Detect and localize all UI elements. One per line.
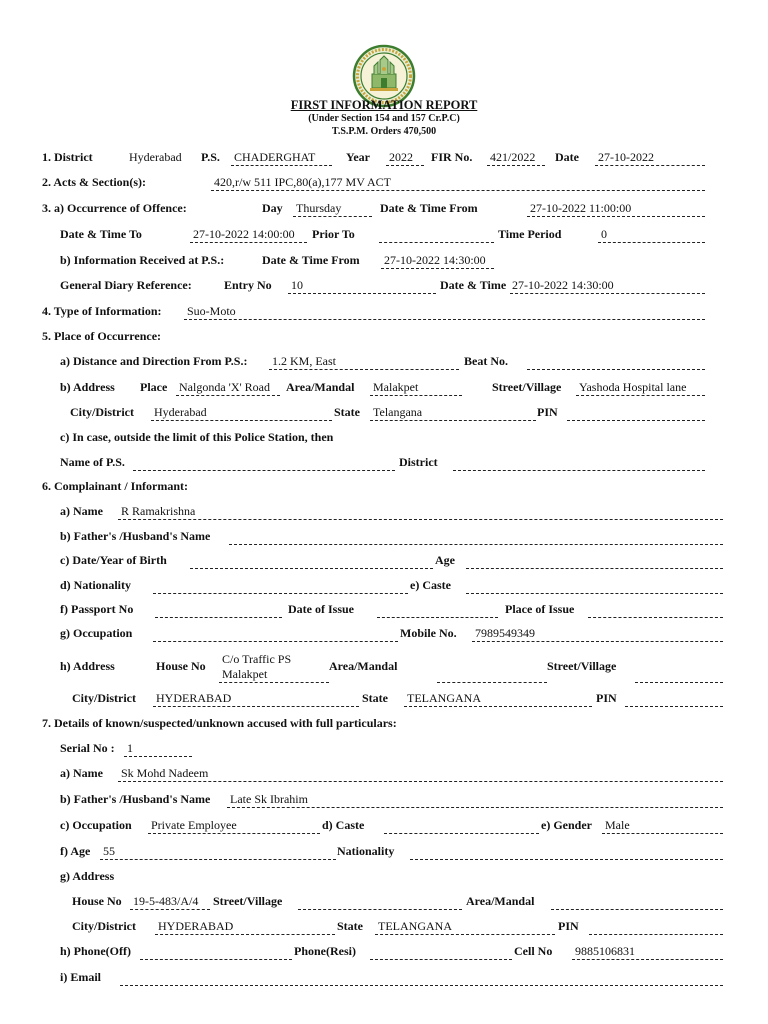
info-type-value: Suo-Moto	[187, 304, 236, 318]
report-subtitle-section: (Under Section 154 and 157 Cr.P.C)	[308, 113, 460, 124]
date-time-from-label: Date & Time From	[380, 201, 478, 215]
complainant-street-label: Street/Village	[547, 659, 617, 673]
complainant-city-label: City/District	[72, 691, 136, 705]
accused-street-label: Street/Village	[213, 894, 283, 908]
date-time-from-value: 27-10-2022 11:00:00	[530, 201, 632, 215]
gd-date-time-label: Date & Time	[440, 278, 507, 292]
age-label: Age	[435, 553, 455, 567]
accused-pin-label: PIN	[558, 919, 579, 933]
accused-occupation-label: c) Occupation	[60, 818, 132, 832]
entry-no-label: Entry No	[224, 278, 272, 292]
complainant-house-line1: C/o Traffic PS	[222, 652, 292, 666]
dob-label: c) Date/Year of Birth	[60, 553, 167, 567]
date-time-to-value: 27-10-2022 14:00:00	[193, 227, 295, 241]
district-label: 1. District	[42, 150, 93, 164]
name-ps-label: Name of P.S.	[60, 455, 125, 469]
outside-district-label: District	[399, 455, 438, 469]
complainant-name-value: R Ramakrishna	[121, 504, 196, 518]
date-of-issue-label: Date of Issue	[288, 602, 354, 616]
beat-no-label: Beat No.	[464, 354, 508, 368]
info-received-from-label: Date & Time From	[262, 253, 360, 267]
serial-no-label: Serial No :	[60, 741, 115, 755]
year-value: 2022	[389, 150, 413, 164]
place-of-occurrence-label: 5. Place of Occurrence:	[42, 329, 162, 343]
outside-limit-label: c) In case, outside the limit of this Police Station, then	[60, 430, 334, 444]
cell-no-label: Cell No	[514, 944, 553, 958]
complainant-father-label: b) Father's /Husband's Name	[60, 529, 211, 543]
accused-state-value: TELANGANA	[378, 919, 452, 933]
city-label: City/District	[70, 405, 134, 419]
accused-state-label: State	[337, 919, 363, 933]
ps-label: P.S.	[201, 150, 220, 164]
place-label: Place	[140, 380, 168, 394]
accused-nationality-label: Nationality	[337, 844, 395, 858]
gd-date-time-value: 27-10-2022 14:30:00	[512, 278, 614, 292]
email-label: i) Email	[60, 970, 101, 984]
complainant-area-label: Area/Mandal	[329, 659, 398, 673]
district-value: Hyderabad	[129, 150, 182, 164]
prior-to-label: Prior To	[312, 227, 355, 241]
info-received-label: b) Information Received at P.S.:	[60, 253, 225, 267]
acts-label: 2. Acts & Section(s):	[42, 175, 146, 189]
serial-no-value: 1	[127, 741, 133, 755]
accused-name-value: Sk Mohd Nadeem	[121, 766, 209, 780]
accused-age-label: f) Age	[60, 844, 91, 858]
accused-name-label: a) Name	[60, 766, 103, 780]
accused-house-value: 19-5-483/A/4	[133, 894, 199, 908]
distance-label: a) Distance and Direction From P.S.:	[60, 354, 248, 368]
accused-address-label: g) Address	[60, 869, 115, 883]
year-label: Year	[346, 150, 370, 164]
complainant-address-label: h) Address	[60, 659, 115, 673]
pin-label: PIN	[537, 405, 558, 419]
distance-value: 1.2 KM, East	[272, 354, 336, 368]
street-value: Yashoda Hospital lane	[579, 380, 687, 394]
info-received-from-value: 27-10-2022 14:30:00	[384, 253, 486, 267]
fir-label: FIR No.	[431, 150, 473, 164]
report-title: FIRST INFORMATION REPORT	[290, 98, 478, 112]
complainant-house-line2: Malakpet	[222, 667, 268, 681]
acts-value: 420,r/w 511 IPC,80(a),177 MV ACT	[214, 175, 391, 189]
fir-value: 421/2022	[490, 150, 536, 164]
time-period-value: 0	[601, 227, 607, 241]
area-value: Malakpet	[373, 380, 419, 394]
date-value: 27-10-2022	[598, 150, 654, 164]
area-label: Area/Mandal	[286, 380, 355, 394]
date-label: Date	[555, 150, 579, 164]
occurrence-label: 3. a) Occurrence of Offence:	[42, 201, 187, 215]
accused-gender-label: e) Gender	[541, 818, 592, 832]
info-type-label: 4. Type of Information:	[42, 304, 162, 318]
day-label: Day	[262, 201, 283, 215]
gd-reference-label: General Diary Reference:	[60, 278, 192, 292]
mobile-label: Mobile No.	[400, 626, 457, 640]
accused-gender-value: Male	[605, 818, 630, 832]
accused-occupation-value: Private Employee	[151, 818, 237, 832]
accused-city-value: HYDERABAD	[158, 919, 234, 933]
address-label: b) Address	[60, 380, 115, 394]
accused-father-label: b) Father's /Husband's Name	[60, 792, 211, 806]
complainant-state-label: State	[362, 691, 388, 705]
street-label: Street/Village	[492, 380, 562, 394]
cell-no-value: 9885106831	[575, 944, 635, 958]
ps-value: CHADERGHAT	[234, 150, 316, 164]
date-time-to-label: Date & Time To	[60, 227, 142, 241]
mobile-value: 7989549349	[475, 626, 535, 640]
place-of-issue-label: Place of Issue	[505, 602, 575, 616]
entry-no-value: 10	[291, 278, 303, 292]
passport-label: f) Passport No	[60, 602, 134, 616]
complainant-pin-label: PIN	[596, 691, 617, 705]
time-period-label: Time Period	[498, 227, 562, 241]
state-value: Telangana	[373, 405, 423, 419]
phone-resi-label: Phone(Resi)	[294, 944, 356, 958]
complainant-name-label: a) Name	[60, 504, 103, 518]
complainant-label: 6. Complainant / Informant:	[42, 479, 189, 493]
city-value: Hyderabad	[154, 405, 207, 419]
caste-label: e) Caste	[410, 578, 451, 592]
accused-father-value: Late Sk Ibrahim	[230, 792, 308, 806]
accused-house-label: House No	[72, 894, 122, 908]
phone-off-label: h) Phone(Off)	[60, 944, 131, 958]
nationality-label: d) Nationality	[60, 578, 132, 592]
complainant-house-label: House No	[156, 659, 206, 673]
state-label: State	[334, 405, 360, 419]
occupation-label: g) Occupation	[60, 626, 133, 640]
place-value: Nalgonda 'X' Road	[179, 380, 270, 394]
complainant-state-value: TELANGANA	[407, 691, 481, 705]
report-subtitle-orders: T.S.P.M. Orders 470,500	[331, 126, 437, 137]
accused-details-label: 7. Details of known/suspected/unknown accused with full particulars:	[42, 716, 397, 730]
accused-caste-label: d) Caste	[322, 818, 365, 832]
accused-age-value: 55	[103, 844, 115, 858]
complainant-city-value: HYDERABAD	[156, 691, 232, 705]
day-value: Thursday	[296, 201, 342, 215]
accused-city-label: City/District	[72, 919, 136, 933]
accused-area-label: Area/Mandal	[466, 894, 535, 908]
